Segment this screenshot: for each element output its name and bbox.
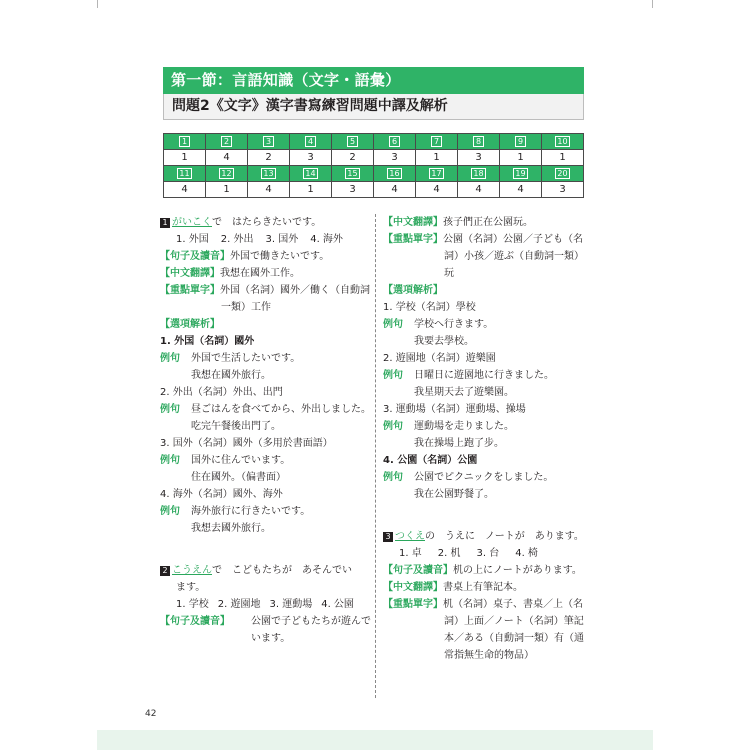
example-line: 例句 海外旅行に行きたいです。 — [160, 506, 311, 517]
example-translation: 我在操場上跑了步。 — [414, 438, 504, 449]
answer-number-cell: 6 — [374, 134, 416, 150]
question-2-prompt: 2 こうえんで こどもたちが あそんでい — [160, 562, 370, 579]
answer-number-cell: 17 — [416, 166, 458, 182]
sentence-line: 【句子及讀音】机の上にノートがあります。 — [383, 565, 582, 576]
answer-cell: 3 — [332, 182, 374, 198]
question-kana: こうえん — [172, 565, 212, 576]
question-number-badge: 2 — [160, 566, 170, 576]
answer-cell: 4 — [248, 182, 290, 198]
example-translation: 吃完午餐後出門了。 — [191, 421, 281, 432]
translation-line: 【中文翻譯】我想在國外工作。 — [160, 268, 300, 279]
question-3-prompt: 3 つくえの うえに ノートが あります。 — [383, 528, 588, 545]
question-number-badge: 3 — [383, 532, 393, 542]
page-subtitle: 問題2《文字》漢字書寫練習問題中譯及解析 — [163, 94, 584, 120]
sentence-line: 【句子及讀音】 公園で子どもたちが遊んで — [160, 616, 371, 627]
translation-line: 【中文翻譯】書桌上有筆記本。 — [383, 582, 523, 593]
answer-cell: 4 — [374, 182, 416, 198]
page-number: 42 — [145, 709, 157, 719]
options-heading: 【選項解析】 — [383, 285, 443, 296]
answer-cell: 1 — [290, 182, 332, 198]
page-bottom-band — [97, 730, 653, 750]
answer-cell: 1 — [500, 150, 542, 166]
answer-number-cell: 14 — [290, 166, 332, 182]
answer-cell: 4 — [416, 182, 458, 198]
option-head: 2. 遊園地（名詞）遊樂園 — [383, 353, 496, 364]
example-translation: 我想去國外旅行。 — [191, 523, 271, 534]
left-column: 1 がいこくで はたらきたいです。 1. 外国 2. 外出 3. 国外 4. 海外 【句子及讀音】外国で働きたいです。 【中文翻譯】我想在國外工作。 【重點單字】外国（名詞）國外／働く（自動詞一類）工作 【選項解析】 1. 外国（名詞）國外 例句 外国で生活したいです。 我想在國外旅行。 2. 外出（名詞）外出、出門 例句 昼ごはんを食べてから、外出しました。 吃完午餐後出門了。 3. 国外（名詞）國外（多用於書面語） 例句 国外に住んでいます。 住在國外。（偏書面） 4. 海外（名詞）國外、海外 例句 海外旅行に行きたいです。 我想去國外旅行。 2 こうえんで こどもたちが あそんでい ます。 1. 学校 2. 遊園地 3. 運動場 4. 公園 【句子及讀音】 公園で子どもたちが遊んで います。 — [160, 214, 370, 647]
answer-table-number-row — [164, 166, 584, 182]
answer-number-cell: 7 — [416, 134, 458, 150]
crop-mark — [97, 0, 98, 8]
vocab-line: 【重點單字】机（名詞）桌子、書桌／上（名詞）上面／ノート（名詞）筆記本／ある（自動詞一類）有（通常指無生命的物品） — [383, 599, 584, 661]
answer-number-cell: 16 — [374, 166, 416, 182]
option-head: 1. 学校（名詞）學校 — [383, 302, 476, 313]
vocab-line: 【重點單字】外国（名詞）國外／働く（自動詞一類）工作 — [160, 285, 370, 313]
answer-table-answer-row — [164, 182, 584, 198]
example-translation: 我星期天去了遊樂園。 — [414, 387, 514, 398]
answer-cell: 3 — [542, 182, 584, 198]
option-head: 4. 公園（名詞）公園 — [383, 455, 478, 466]
answer-table-answer-row — [164, 150, 584, 166]
option-head: 3. 運動場（名詞）運動場、操場 — [383, 404, 526, 415]
answer-cell: 1 — [206, 182, 248, 198]
option-head: 1. 外国（名詞）國外 — [160, 336, 255, 347]
answer-cell: 2 — [332, 150, 374, 166]
answer-cell: 4 — [500, 182, 542, 198]
answer-number-cell: 18 — [458, 166, 500, 182]
answer-number-cell: 19 — [500, 166, 542, 182]
answer-cell: 3 — [374, 150, 416, 166]
example-translation: 我要去學校。 — [414, 336, 474, 347]
question-number-badge: 1 — [160, 218, 170, 228]
answer-cell: 1 — [416, 150, 458, 166]
answer-cell: 3 — [290, 150, 332, 166]
example-line: 例句 運動場を走りました。 — [383, 421, 514, 432]
option-head: 4. 海外（名詞）國外、海外 — [160, 489, 283, 500]
example-line: 例句 公園でピクニックをしました。 — [383, 472, 554, 483]
answer-number-cell: 10 — [542, 134, 584, 150]
answer-number-cell: 11 — [164, 166, 206, 182]
answer-number-cell: 4 — [290, 134, 332, 150]
example-translation: 我想在國外旅行。 — [191, 370, 271, 381]
column-divider — [375, 214, 376, 698]
answer-cell: 4 — [164, 182, 206, 198]
answer-number-cell: 15 — [332, 166, 374, 182]
example-line: 例句 国外に住んでいます。 — [160, 455, 291, 466]
example-line: 例句 日曜日に遊園地に行きました。 — [383, 370, 554, 381]
answer-number-cell: 5 — [332, 134, 374, 150]
answer-number-cell: 8 — [458, 134, 500, 150]
options-heading: 【選項解析】 — [160, 319, 220, 330]
answer-cell: 3 — [458, 150, 500, 166]
example-line: 例句 外国で生活したいです。 — [160, 353, 301, 364]
answer-cell: 4 — [206, 150, 248, 166]
option-head: 2. 外出（名詞）外出、出門 — [160, 387, 283, 398]
question-3-choices: 1. 卓 2. 机 3. 台 4. 椅 — [399, 548, 538, 559]
option-head: 3. 国外（名詞）國外（多用於書面語） — [160, 438, 333, 449]
vocab-line: 【重點單字】公園（名詞）公園／子ども（名詞）小孩／遊ぶ（自動詞一類）玩 — [383, 234, 584, 279]
answer-number-cell: 1 — [164, 134, 206, 150]
question-1-prompt: 1 がいこくで はたらきたいです。 — [160, 214, 370, 231]
answer-number-cell: 2 — [206, 134, 248, 150]
example-translation: 我在公園野餐了。 — [414, 489, 494, 500]
answer-number-cell: 12 — [206, 166, 248, 182]
question-2-choices: 1. 学校 2. 遊園地 3. 運動場 4. 公園 — [176, 599, 354, 610]
example-line: 例句 学校へ行きます。 — [383, 319, 494, 330]
answer-number-cell: 20 — [542, 166, 584, 182]
example-translation: 住在國外。（偏書面） — [191, 472, 286, 483]
right-column — [383, 214, 588, 664]
translation-line: 【中文翻譯】孩子們正在公園玩。 — [383, 217, 533, 228]
answer-cell: 2 — [248, 150, 290, 166]
question-kana: がいこく — [172, 217, 212, 228]
answer-cell: 4 — [458, 182, 500, 198]
answer-table-number-row — [164, 134, 584, 150]
example-line: 例句 昼ごはんを食べてから、外出しました。 — [160, 404, 371, 415]
question-kana: つくえ — [395, 531, 425, 542]
section-title: 第一節：言語知識（文字・語彙） — [163, 67, 584, 94]
answer-number-cell: 3 — [248, 134, 290, 150]
answer-table — [163, 133, 584, 198]
question-1-choices: 1. 外国 2. 外出 3. 国外 4. 海外 — [176, 234, 343, 245]
answer-cell: 1 — [542, 150, 584, 166]
answer-number-cell: 13 — [248, 166, 290, 182]
answer-number-cell: 9 — [500, 134, 542, 150]
sentence-line: 【句子及讀音】外国で働きたいです。 — [160, 251, 330, 262]
answer-cell: 1 — [164, 150, 206, 166]
crop-mark — [652, 0, 653, 8]
